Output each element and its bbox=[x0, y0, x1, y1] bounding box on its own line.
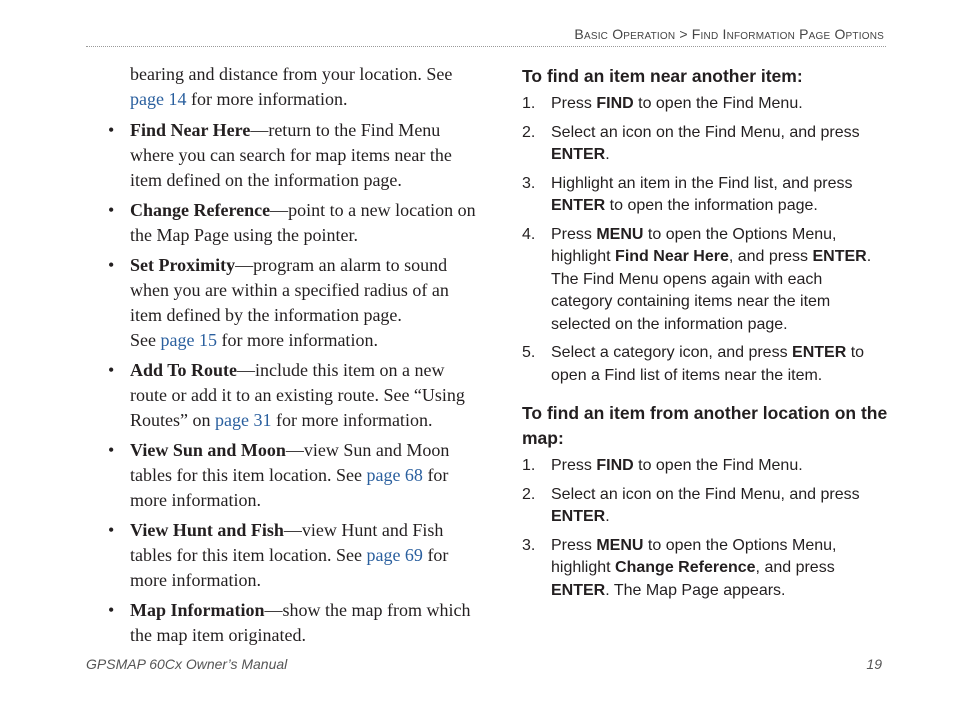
section-heading-near-item: To find an item near another item: bbox=[522, 66, 803, 86]
step-item: 1. Press FIND to open the Find Menu. bbox=[522, 93, 888, 116]
right-column bbox=[522, 64, 888, 608]
key-name: MENU bbox=[596, 536, 644, 554]
option-term: Change Reference bbox=[130, 200, 271, 220]
step-item: 5. Select a category icon, and press ENTER to open a Find list of items near the item. bbox=[522, 344, 865, 384]
page-link[interactable]: page 14 bbox=[130, 89, 187, 109]
steps-other-location bbox=[522, 455, 888, 602]
left-column bbox=[108, 62, 480, 653]
option-description: —show the map from which the map item originated. bbox=[130, 600, 471, 645]
key-name: ENTER bbox=[792, 344, 847, 361]
list-item: • View Sun and Moon—view Sun and Moon tables for this item location. See page 68 for more information. bbox=[108, 440, 450, 510]
key-name: ENTER bbox=[551, 581, 606, 599]
option-description: —view Hunt and Fish tables for this item location. See bbox=[130, 520, 444, 565]
step-item: 2. Select an icon on the Find Menu, and press ENTER. bbox=[522, 485, 860, 525]
step-number: 5. bbox=[522, 344, 536, 361]
key-name: ENTER bbox=[551, 146, 606, 163]
option-description: —point to a new location on the Map Page using the pointer. bbox=[130, 200, 476, 245]
step-number: 2. bbox=[522, 123, 536, 141]
bullet-symbol: • bbox=[108, 600, 115, 620]
key-name: FIND bbox=[596, 95, 634, 112]
option-term: Add To Route bbox=[130, 360, 238, 380]
step-number: 1. bbox=[522, 457, 536, 474]
step-item: 3. Press MENU to open the Options Menu, highlight Change Reference, and press ENTER. The Map Page appears. bbox=[522, 536, 837, 599]
page-number: 19 bbox=[866, 656, 882, 672]
step-item: 3. Highlight an item in the Find list, and press ENTER to open the information page. bbox=[522, 174, 853, 214]
step-item: 2. Select an icon on the Find Menu, and press ENTER. bbox=[522, 123, 860, 163]
step-number: 1. bbox=[522, 95, 536, 112]
continuation-paragraph: bearing and distance from your location. See page 14 for more information. bbox=[130, 64, 453, 109]
page-link[interactable]: page 31 bbox=[215, 410, 272, 430]
bullet-symbol: • bbox=[108, 200, 115, 220]
option-description: —program an alarm to sound when you are within a specified radius of an item defined by the information page. bbox=[130, 255, 449, 325]
key-name: ENTER bbox=[812, 248, 867, 265]
step-item: 1. Press FIND to open the Find Menu. bbox=[522, 455, 888, 478]
option-description: —view Sun and Moon tables for this item location. See bbox=[130, 440, 450, 485]
key-name: Find Near Here bbox=[615, 248, 729, 265]
option-description: —include this item on a new route or add it to an existing route. See “Using Routes” on bbox=[130, 360, 465, 430]
option-term: View Hunt and Fish bbox=[130, 520, 284, 540]
section-heading-other-location: To find an item from another location on the map: bbox=[522, 403, 888, 448]
key-name: FIND bbox=[596, 457, 634, 474]
list-item bbox=[108, 598, 480, 648]
key-name: Change Reference bbox=[615, 559, 756, 576]
list-item bbox=[108, 198, 480, 248]
step-number: 3. bbox=[522, 174, 536, 192]
key-name: ENTER bbox=[551, 197, 606, 214]
list-item bbox=[108, 118, 480, 193]
page-footer bbox=[86, 656, 882, 672]
key-name: MENU bbox=[596, 225, 644, 243]
list-item: • Set Proximity—program an alarm to sound when you are within a specified radius of an item defined by the information page. See page 15 for more information. bbox=[108, 255, 449, 350]
bullet-symbol: • bbox=[108, 440, 115, 460]
bullet-symbol: • bbox=[108, 520, 115, 540]
option-term: Set Proximity bbox=[130, 255, 236, 275]
step-number: 2. bbox=[522, 485, 536, 503]
bullet-symbol: • bbox=[108, 120, 115, 140]
steps-near-item bbox=[522, 93, 888, 387]
option-term: Find Near Here bbox=[130, 120, 251, 140]
manual-title: GPSMAP 60Cx Owner’s Manual bbox=[86, 656, 288, 672]
page-header bbox=[86, 26, 886, 47]
list-item: • View Hunt and Fish—view Hunt and Fish tables for this item location. See page 69 for more information. bbox=[108, 520, 449, 590]
option-description: —return to the Find Menu where you can search for map items near the item defined on the information page. bbox=[130, 120, 452, 190]
step-number: 4. bbox=[522, 225, 536, 243]
list-item: • Add To Route—include this item on a new route or add it to an existing route. See “Using Routes” on page 31 for more information. bbox=[108, 360, 465, 430]
breadcrumb: Basic Operation > Find Information Page Options bbox=[574, 26, 884, 42]
page-link[interactable]: page 15 bbox=[160, 330, 217, 350]
step-number: 3. bbox=[522, 536, 536, 554]
bullet-symbol: • bbox=[108, 255, 115, 275]
bullet-symbol: • bbox=[108, 360, 115, 380]
option-list bbox=[108, 118, 480, 648]
page-link[interactable]: page 69 bbox=[366, 545, 423, 565]
step-item: 4. Press MENU to open the Options Menu, highlight Find Near Here, and press ENTER. The Find Menu opens again with each category containing items near the item selected on the information page. bbox=[522, 225, 872, 333]
key-name: ENTER bbox=[551, 508, 606, 525]
page-link[interactable]: page 68 bbox=[366, 465, 423, 485]
option-term: Map Information bbox=[130, 600, 265, 620]
option-term: View Sun and Moon bbox=[130, 440, 286, 460]
